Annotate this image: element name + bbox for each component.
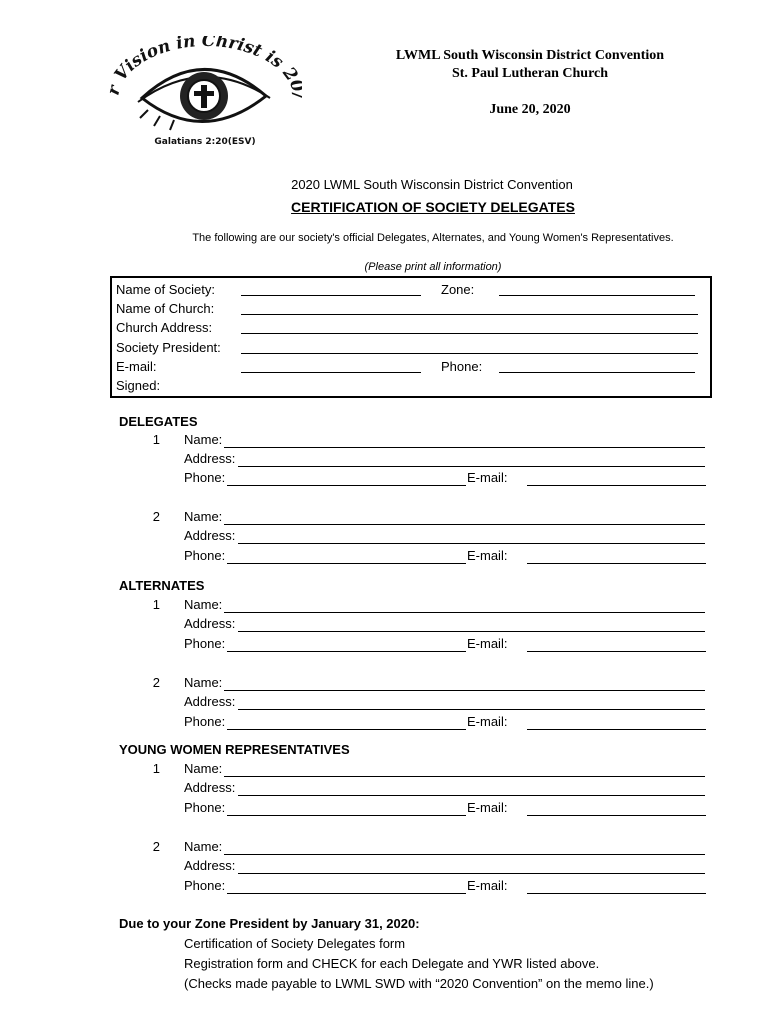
- society-name-label: Name of Society:: [116, 282, 215, 297]
- zone-label: Zone:: [441, 282, 475, 297]
- address-label: Address:: [184, 780, 236, 795]
- name-label: Name:: [184, 597, 223, 612]
- alternate-2-phone-field[interactable]: [227, 729, 466, 730]
- email-label: E-mail:: [467, 714, 508, 729]
- eye-icon: [138, 69, 270, 130]
- church-address-label: Church Address:: [116, 320, 213, 335]
- delegate-2-phone-field[interactable]: [227, 563, 466, 564]
- header-date: June 20, 2020: [489, 102, 571, 117]
- section-title-delegates: DELEGATES: [119, 414, 198, 429]
- phone-label: Phone:: [184, 878, 226, 893]
- name-label: Name:: [184, 761, 223, 776]
- delegate-2-name-field[interactable]: [224, 524, 705, 525]
- email-label: E-mail:: [467, 636, 508, 651]
- ywr-2-email-field[interactable]: [527, 893, 706, 894]
- delegate-1-name-field[interactable]: [224, 447, 705, 448]
- church-name-label: Name of Church:: [116, 301, 215, 316]
- delegate-1-email-field[interactable]: [527, 485, 706, 486]
- delegate-1-phone-field[interactable]: [227, 485, 466, 486]
- convention-line: 2020 LWML South Wisconsin District Convention: [291, 177, 573, 192]
- society-email-field[interactable]: [241, 372, 421, 373]
- entry-number: 2: [152, 839, 160, 854]
- church-address-field[interactable]: [241, 333, 698, 334]
- entry-number: 1: [152, 432, 160, 447]
- address-label: Address:: [184, 858, 236, 873]
- email-label: E-mail:: [467, 878, 508, 893]
- ywr-2-name-field[interactable]: [224, 854, 705, 855]
- phone-label: Phone:: [184, 470, 226, 485]
- alternate-2-name-field[interactable]: [224, 690, 705, 691]
- ywr-1-phone-field[interactable]: [227, 815, 466, 816]
- due-title: Due to your Zone President by January 31, 2020:: [119, 916, 420, 931]
- address-label: Address:: [184, 616, 236, 631]
- phone-label: Phone:: [184, 714, 226, 729]
- logo-caption: Galatians 2:20(ESV): [154, 137, 256, 147]
- header-line1: LWML South Wisconsin District Convention: [395, 48, 665, 63]
- intro-text: The following are our society's official Delegates, Alternates, and Young Women's Representatives.: [192, 232, 674, 244]
- address-label: Address:: [184, 528, 236, 543]
- due-item: (Checks made payable to LWML SWD with “2020 Convention” on the memo line.): [184, 976, 654, 991]
- name-label: Name:: [184, 509, 223, 524]
- due-item: Registration form and CHECK for each Delegate and YWR listed above.: [184, 956, 600, 971]
- delegate-1-address-field[interactable]: [238, 466, 705, 467]
- society-email-label: E-mail:: [116, 359, 157, 374]
- logo-arc-text: Vision in Christ is 2: [110, 36, 302, 86]
- society-president-label: Society President:: [116, 340, 221, 355]
- due-item: Certification of Society Delegates form: [184, 936, 406, 951]
- society-president-field[interactable]: [241, 353, 698, 354]
- email-label: E-mail:: [467, 470, 508, 485]
- address-label: Address:: [184, 451, 236, 466]
- entry-number: 1: [152, 597, 160, 612]
- name-label: Name:: [184, 675, 223, 690]
- name-label: Name:: [184, 839, 223, 854]
- alternate-2-email-field[interactable]: [527, 729, 706, 730]
- email-label: E-mail:: [467, 800, 508, 815]
- society-phone-label: Phone:: [441, 359, 483, 374]
- ywr-1-name-field[interactable]: [224, 776, 705, 777]
- print-note: (Please print all information): [364, 261, 502, 273]
- phone-label: Phone:: [184, 800, 226, 815]
- ywr-1-address-field[interactable]: [238, 795, 705, 796]
- name-label: Name:: [184, 432, 223, 447]
- header-line2: St. Paul Lutheran Church: [451, 66, 609, 81]
- ywr-2-address-field[interactable]: [238, 873, 705, 874]
- phone-label: Phone:: [184, 548, 226, 563]
- delegate-2-address-field[interactable]: [238, 543, 705, 544]
- entry-number: 2: [152, 509, 160, 524]
- ywr-1-email-field[interactable]: [527, 815, 706, 816]
- section-title-ywr: YOUNG WOMEN REPRESENTATIVES: [119, 742, 350, 757]
- alternate-1-address-field[interactable]: [238, 631, 705, 632]
- entry-number: 1: [152, 761, 160, 776]
- page-title: CERTIFICATION OF SOCIETY DELEGATES: [291, 199, 575, 215]
- delegate-2-email-field[interactable]: [527, 563, 706, 564]
- signed-label: Signed:: [116, 378, 161, 393]
- society-phone-field[interactable]: [499, 372, 695, 373]
- section-title-alternates: ALTERNATES: [119, 578, 205, 593]
- address-label: Address:: [184, 694, 236, 709]
- zone-field[interactable]: [499, 295, 695, 296]
- church-name-field[interactable]: [241, 314, 698, 315]
- ywr-2-phone-field[interactable]: [227, 893, 466, 894]
- entry-number: 2: [152, 675, 160, 690]
- alternate-1-email-field[interactable]: [527, 651, 706, 652]
- phone-label: Phone:: [184, 636, 226, 651]
- society-name-field[interactable]: [241, 295, 421, 296]
- alternate-1-phone-field[interactable]: [227, 651, 466, 652]
- convention-logo: [108, 36, 302, 152]
- alternate-2-address-field[interactable]: [238, 709, 705, 710]
- email-label: E-mail:: [467, 548, 508, 563]
- alternate-1-name-field[interactable]: [224, 612, 705, 613]
